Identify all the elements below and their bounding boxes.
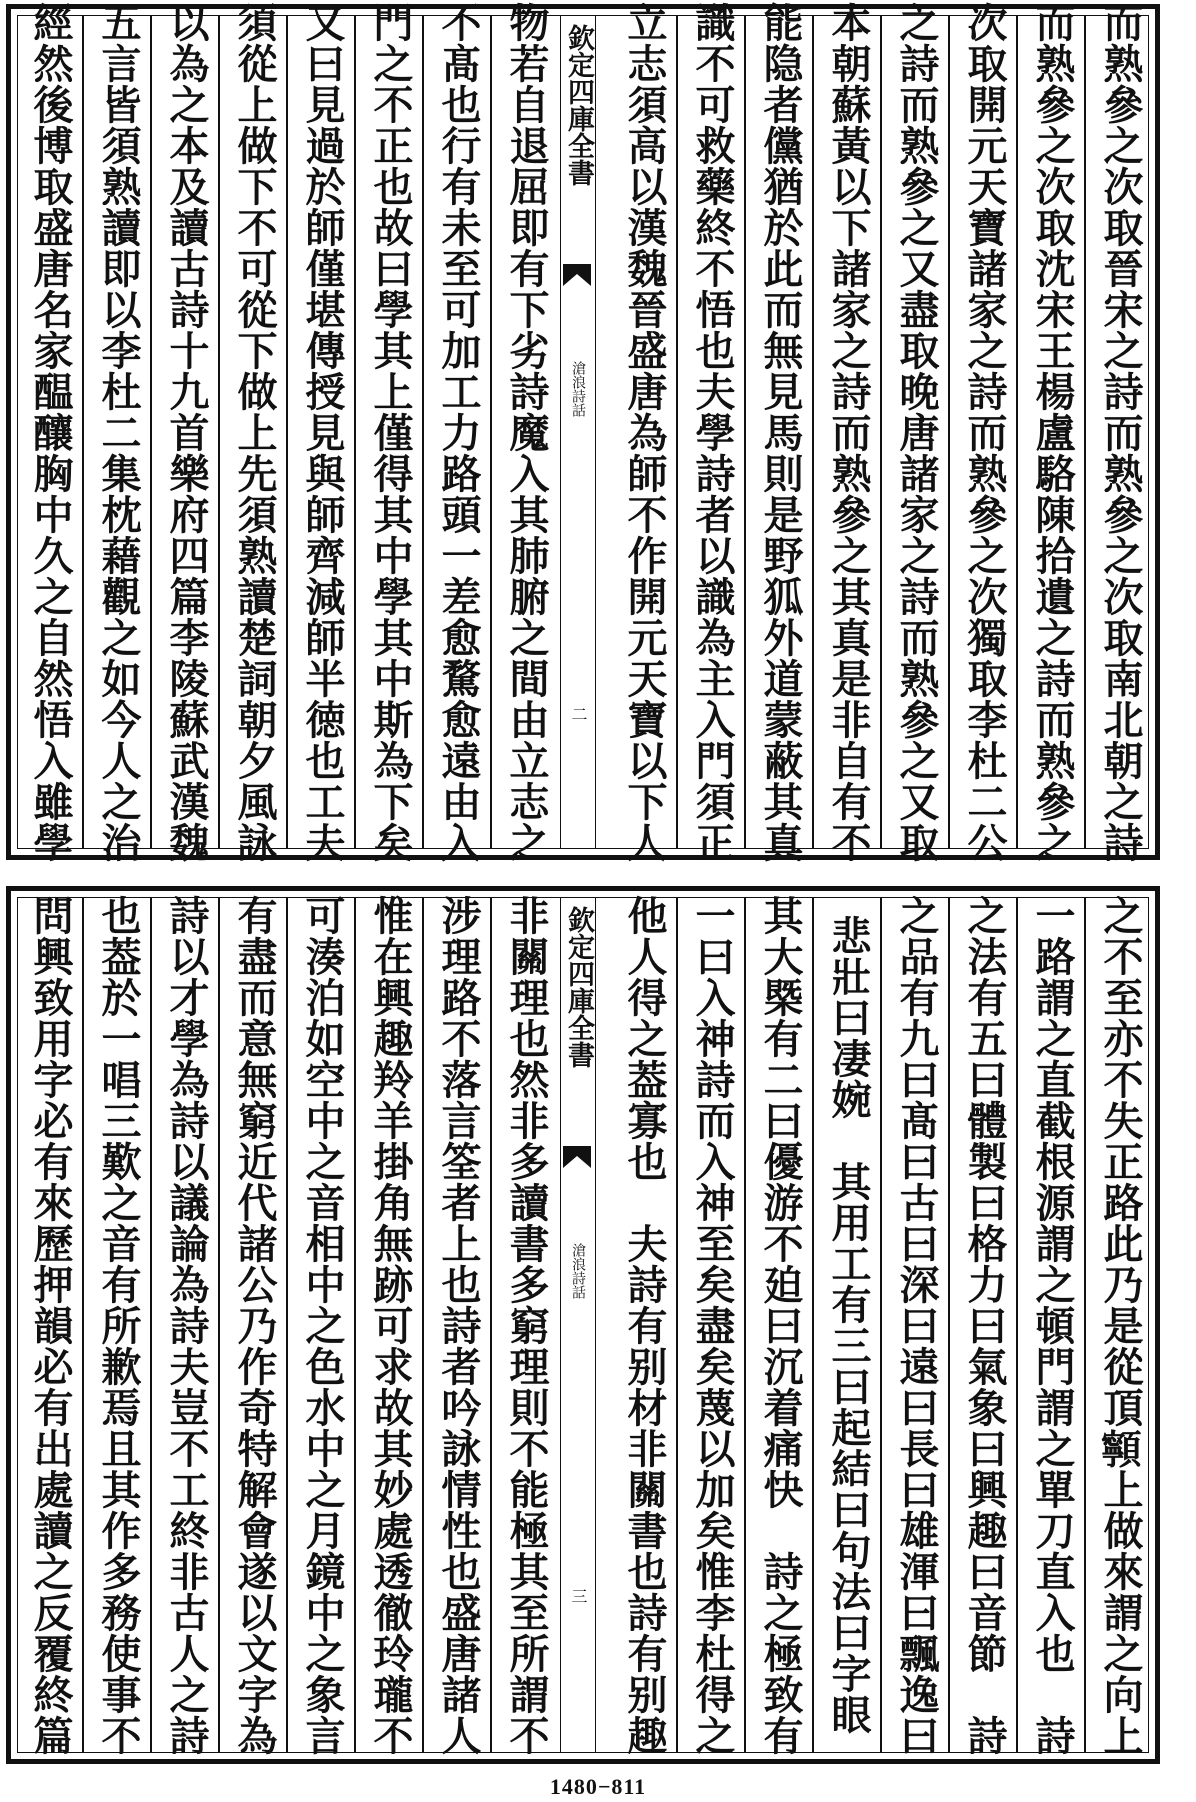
- text-column: 之品有九曰髙曰古曰深曰遠曰長曰雄渾曰飄逸曰: [893, 894, 940, 1756]
- page-number: 三: [569, 1588, 588, 1604]
- text-column: 經然後博取盛唐名家醖釀胸中久之自然悟入雖學: [27, 1, 74, 863]
- text-column: 而熟參之次取沈宋王楊盧駱陳拾遺之詩而熟參之: [1029, 1, 1076, 863]
- text-column: 次取開元天寶諸家之詩而熟參之次獨取李杜二公: [961, 1, 1008, 863]
- column-rule: [218, 898, 220, 1752]
- text-column: 門之不正也故曰學其上僅得其中學其中斯為下矣: [367, 1, 414, 863]
- column-rule: [1016, 16, 1018, 848]
- text-column: 又曰見過於師僅堪傳授見與師齊減師半徳也工夫: [299, 1, 346, 863]
- column-rule: [880, 898, 882, 1752]
- column-rule: [812, 898, 814, 1752]
- column-rule: [354, 16, 356, 848]
- text-column: 一曰入神詩而入神至矣盡矣蔑以加矣惟李杜得之: [689, 894, 736, 1756]
- text-column: 不髙也行有未至可加工力路頭一差愈騖愈遠由入: [435, 1, 482, 863]
- column-rule: [150, 898, 152, 1752]
- text-column: 五言皆須熟讀即以李杜二集枕藉觀之如今人之治: [95, 1, 142, 863]
- text-column: 涉理路不落言筌者上也詩者吟詠情性也盛唐諸人: [435, 894, 482, 1756]
- fish-tail-mark-icon: [563, 1146, 591, 1168]
- column-rule: [82, 16, 84, 848]
- page-number: 二: [569, 706, 588, 722]
- text-column: 須從上做下不可從下做上先須熟讀楚詞朝夕風詠: [231, 1, 278, 863]
- center-fold-strip: [560, 16, 596, 848]
- text-column: 有盡而意無窮近代諸公乃作奇特解會遂以文字為: [231, 894, 278, 1756]
- text-column: 以為之本及讀古詩十九首樂府四篇李陵蘇武漢魏: [163, 1, 210, 863]
- column-rule: [948, 16, 950, 848]
- text-column: 惟在興趣羚羊掛角無跡可求故其妙處透徹玲瓏不: [367, 894, 414, 1756]
- column-rule: [744, 898, 746, 1752]
- text-column: 之詩而熟參之又盡取晚唐諸家之詩而熟參之又取: [893, 1, 940, 863]
- text-column: 而熟參之次取晉宋之詩而熟參之次取南北朝之詩: [1097, 1, 1144, 863]
- column-rule: [490, 898, 492, 1752]
- page-frame: [17, 1, 1149, 863]
- page-leaf: [6, 886, 1160, 1764]
- fish-tail-mark-icon: [563, 264, 591, 286]
- library-title: 欽定四庫全書: [563, 906, 594, 1068]
- text-column: 他人得之葢寡也 夫詩有别材非關書也詩有别趣: [621, 894, 668, 1756]
- column-rule: [676, 16, 678, 848]
- page-frame: [17, 894, 1149, 1756]
- text-column: 之法有五曰體製曰格力曰氣象曰興趣曰音節 詩: [961, 894, 1008, 1756]
- text-column: 也葢於一唱三歎之音有所歉焉且其作多務使事不: [95, 894, 142, 1756]
- column-rule: [422, 16, 424, 848]
- column-rule: [744, 16, 746, 848]
- column-rule: [422, 898, 424, 1752]
- column-rule: [150, 16, 152, 848]
- page-leaf: [6, 1, 1160, 863]
- text-column: 問興致用字必有來歷押韻必有出處讀之反覆終篇: [27, 894, 74, 1756]
- text-column: 能隐者儻猶於此而無見馬則是野狐外道蒙蔽其真: [757, 1, 804, 863]
- text-column: 物若自退屈即有下劣詩魔入其肺腑之間由立志之: [503, 1, 550, 863]
- column-rule: [1084, 898, 1086, 1752]
- column-rule: [812, 16, 814, 848]
- column-rule: [286, 16, 288, 848]
- center-fold-strip: [560, 898, 596, 1752]
- column-rule: [880, 16, 882, 848]
- text-column: 之不至亦不失正路此乃是從頂𩕳上做來謂之向上: [1097, 894, 1144, 1756]
- column-rule: [354, 898, 356, 1752]
- column-rule: [948, 898, 950, 1752]
- text-column: 詩以才學為詩以議論為詩夫豈不工終非古人之詩: [163, 894, 210, 1756]
- book-title: 滄浪詩話: [570, 1243, 586, 1299]
- column-rule: [676, 898, 678, 1752]
- column-rule: [1084, 16, 1086, 848]
- column-rule: [82, 898, 84, 1752]
- text-column: 識不可救藥終不悟也夫學詩者以識為主入門須正: [689, 1, 736, 863]
- text-column: 可湊泊如空中之音相中之色水中之月鏡中之象言: [299, 894, 346, 1756]
- text-column: 本朝蘇黃以下諸家之詩而熟參之其真是非自有不: [825, 1, 872, 863]
- text-column: 其大槩有二曰優游不廹曰沉着痛快 詩之極致有: [757, 894, 804, 1756]
- text-column: 一路謂之直截根源謂之頓門謂之單刀直入也 詩: [1029, 894, 1076, 1756]
- column-rule: [218, 16, 220, 848]
- column-rule: [286, 898, 288, 1752]
- text-column: 立志須高以漢魏晉盛唐為師不作開元天寶以下人: [621, 1, 668, 863]
- library-title: 欽定四庫全書: [563, 24, 594, 186]
- text-column: 非關理也然非多讀書多窮理則不能極其至所謂不: [503, 894, 550, 1756]
- text-column: 悲壯曰凄婉 其用工有三曰起結曰句法曰字眼: [825, 915, 872, 1735]
- column-rule: [1016, 898, 1018, 1752]
- column-rule: [490, 16, 492, 848]
- page-footer-number: 1480−811: [549, 1774, 647, 1799]
- book-title: 滄浪詩話: [570, 361, 586, 417]
